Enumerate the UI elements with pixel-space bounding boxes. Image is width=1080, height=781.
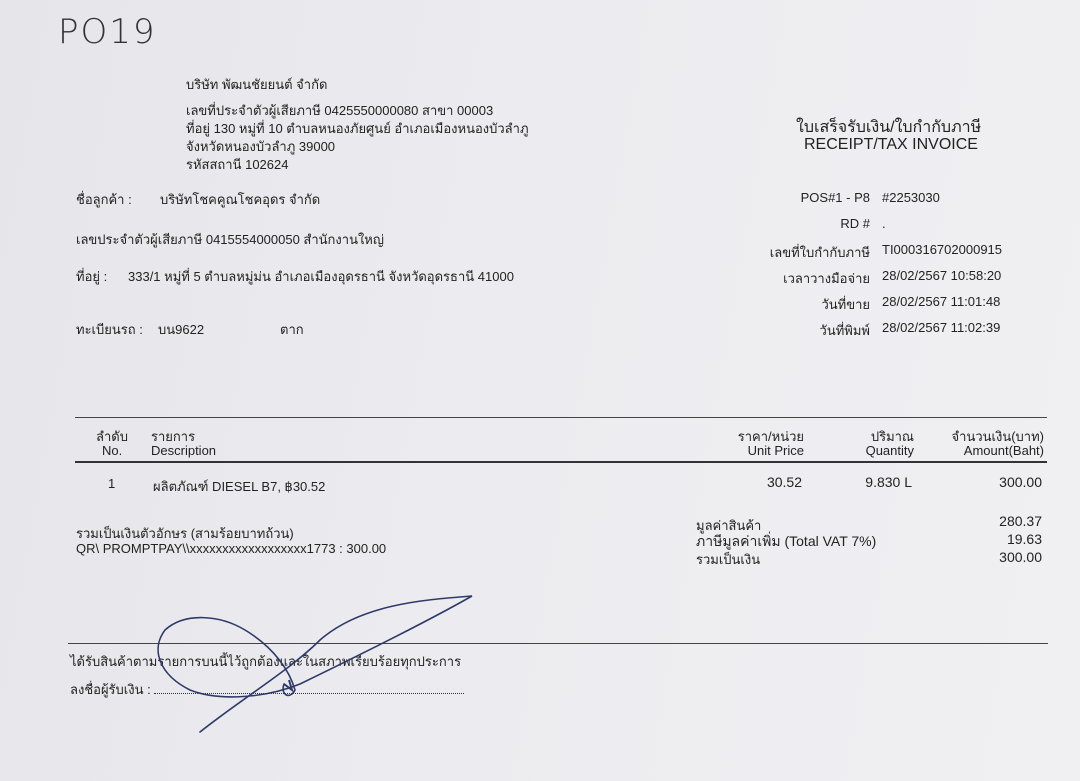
doc-info-label: RD # (840, 216, 870, 231)
payment-method: QR\ PROMPTPAY\\xxxxxxxxxxxxxxxxxx1773 : 300.00 (76, 541, 387, 556)
seller-tax-id: เลขที่ประจำตัวผู้เสียภาษี 0425550000080 สาขา 00003 (186, 103, 494, 118)
row-unit-price: 30.52 (766, 474, 802, 490)
print-date: 28/02/2567 11:02:39 (882, 320, 1001, 335)
col-header-desc-en: Description (151, 443, 217, 458)
row-no: 1 (108, 476, 116, 491)
signature-label: ลงชื่อผู้รับเงิน : (70, 682, 151, 697)
seller-address-line2: จังหวัดหนองบัวลำภู 39000 (186, 139, 336, 154)
doc-info-label: วันที่ขาย (821, 297, 870, 312)
doc-title-en: RECEIPT/TAX INVOICE (804, 136, 978, 153)
doc-info-label: เวลาวางมือจ่าย (783, 271, 870, 286)
tax-invoice-number: TI000316702000915 (882, 242, 1003, 257)
vehicle-plate-label: ทะเบียนรถ : (76, 322, 143, 337)
doc-info-label: วันที่พิมพ์ (819, 323, 870, 338)
seller-address-line1: ที่อยู่ 130 หมู่ที่ 10 ตำบลหนองภัยศูนย์ อำเภอเมืองหนองบัวลำภู (186, 121, 529, 136)
doc-title-th: ใบเสร็จรับเงิน/ใบกำกับภาษี (796, 119, 982, 136)
seller-name: บริษัท พัฒนชัยยนต์ จำกัด (186, 77, 328, 92)
row-amount: 300.00 (999, 474, 1042, 490)
row-quantity: 9.830 L (865, 474, 912, 490)
row-description: ผลิตภัณฑ์ DIESEL B7, ฿30.52 (153, 479, 326, 494)
col-header-desc-th: รายการ (151, 429, 196, 444)
col-header-qty-th: ปริมาณ (870, 429, 914, 444)
col-header-no-en: No. (102, 443, 123, 458)
customer-tax-id: เลขประจำตัวผู้เสียภาษี 0415554000050 สำนักงานใหญ่ (76, 232, 384, 247)
col-header-amount-th: จำนวนเงิน(บาท) (951, 429, 1044, 444)
doc-info-label: เลขที่ใบกำกับภาษี (769, 245, 870, 260)
vat-value: 19.63 (1006, 531, 1042, 547)
vat-label: ภาษีมูลค่าเพิ่ม (Total VAT 7%) (696, 533, 877, 549)
subtotal-label: มูลค่าสินค้า (696, 518, 762, 533)
doc-info-label: POS#1 - P8 (800, 190, 870, 205)
grand-total-value: 300.00 (999, 549, 1042, 565)
subtotal-value: 280.37 (999, 513, 1042, 529)
customer-address: 333/1 หมู่ที่ 5 ตำบลหมู่ม่น อำเภอเมืองอุดรธานี จังหวัดอุดรธานี 41000 (128, 269, 514, 284)
vehicle-province: ตาก (280, 322, 304, 337)
doc-info-value: #2253030 (882, 190, 940, 205)
col-header-qty-en: Quantity (865, 443, 914, 458)
doc-info-value: . (882, 216, 886, 231)
seller-station-code: รหัสสถานี 102624 (186, 157, 289, 172)
signature-stroke (158, 596, 472, 732)
grand-total-label: รวมเป็นเงิน (696, 552, 761, 567)
col-header-no-th: ลำดับ (96, 429, 128, 444)
col-header-amount-en: Amount(Baht) (963, 443, 1044, 458)
handwritten-note: PO19 (58, 12, 157, 52)
doc-info-value: 28/02/2567 10:58:20 (882, 268, 1002, 283)
customer-address-label: ที่อยู่ : (76, 269, 108, 284)
amount-in-words: รวมเป็นเงินตัวอักษร (สามร้อยบาทถ้วน) (76, 526, 294, 541)
received-statement: ได้รับสินค้าตามรายการบนนี้ไว้ถูกต้องและในสภาพเรียบร้อยทุกประการ (70, 654, 462, 669)
col-header-price-th: ราคา/หน่วย (737, 429, 804, 444)
sale-date: 28/02/2567 11:01:48 (882, 294, 1001, 309)
vehicle-plate: บน9622 (158, 322, 205, 337)
customer-name: บริษัทโชคคูณโชคอุดร จำกัด (160, 192, 321, 207)
customer-name-label: ชื่อลูกค้า : (76, 192, 132, 207)
col-header-price-en: Unit Price (747, 443, 804, 458)
